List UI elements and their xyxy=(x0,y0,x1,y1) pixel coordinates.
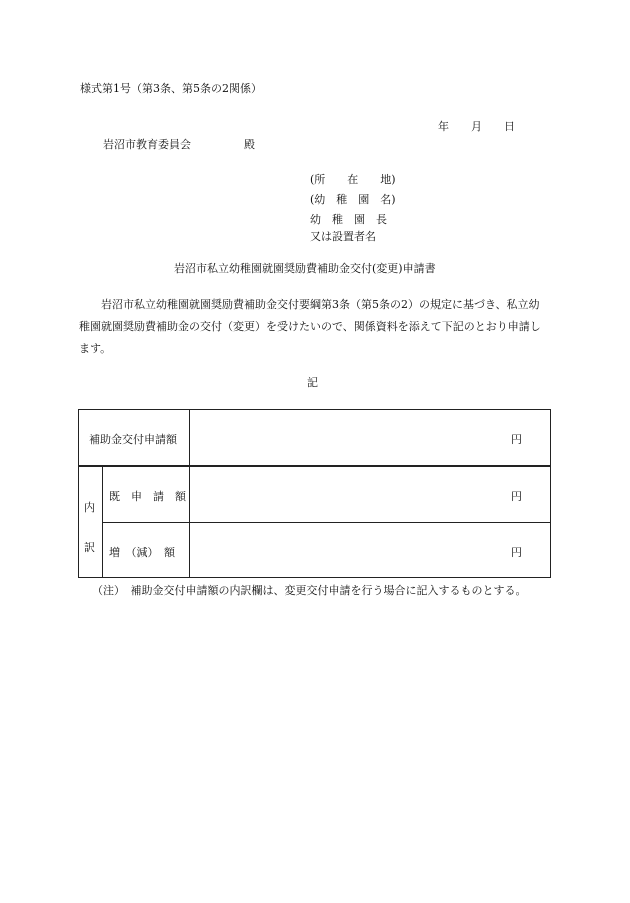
ki-heading: 記 xyxy=(307,376,318,389)
honorific: 殿 xyxy=(244,138,255,151)
form-number: 様式第1号（第3条、第5条の2関係） xyxy=(80,82,262,95)
change-amount-unit: 円 xyxy=(511,546,522,559)
breakdown-divider xyxy=(102,466,103,577)
breakdown-label-bottom: 訳 xyxy=(84,541,95,554)
existing-amount-label: 既 申 請 額 xyxy=(109,490,186,503)
founder-label: 又は設置者名 xyxy=(310,230,376,243)
total-amount-unit: 円 xyxy=(511,433,522,446)
address-label: (所 在 地) xyxy=(310,173,396,186)
amount-table xyxy=(78,409,551,578)
principal-label: 幼 稚 園 長 xyxy=(310,213,387,226)
breakdown-label-top: 内 xyxy=(84,501,95,514)
document-title: 岩沼市私立幼稚園就園奨励費補助金交付(変更)申請書 xyxy=(174,262,436,275)
total-amount-label: 補助金交付申請額 xyxy=(89,433,177,446)
body-paragraph: 岩沼市私立幼稚園就園奨励費補助金交付要綱第3条（第5条の2）の規定に基づき、私立幼稚園就園奨励費補助金の交付（変更）を受けたいので、関係資料を添えて下記のとおり申請します。 xyxy=(79,298,541,355)
change-amount-label: 増 （減） 額 xyxy=(109,546,175,559)
column-divider xyxy=(189,410,190,577)
row-divider xyxy=(103,522,550,523)
kindergarten-name-label: (幼 稚 園 名) xyxy=(310,193,396,206)
date-line: 年 月 日 xyxy=(438,120,515,133)
applicant-block xyxy=(310,170,396,243)
footnote: （注） 補助金交付申請額の内訳欄は、変更交付申請を行う場合に記入するものとする。 xyxy=(92,584,527,597)
row-divider-heavy xyxy=(79,465,550,467)
addressee: 岩沼市教育委員会 xyxy=(103,138,191,151)
existing-amount-unit: 円 xyxy=(511,490,522,503)
